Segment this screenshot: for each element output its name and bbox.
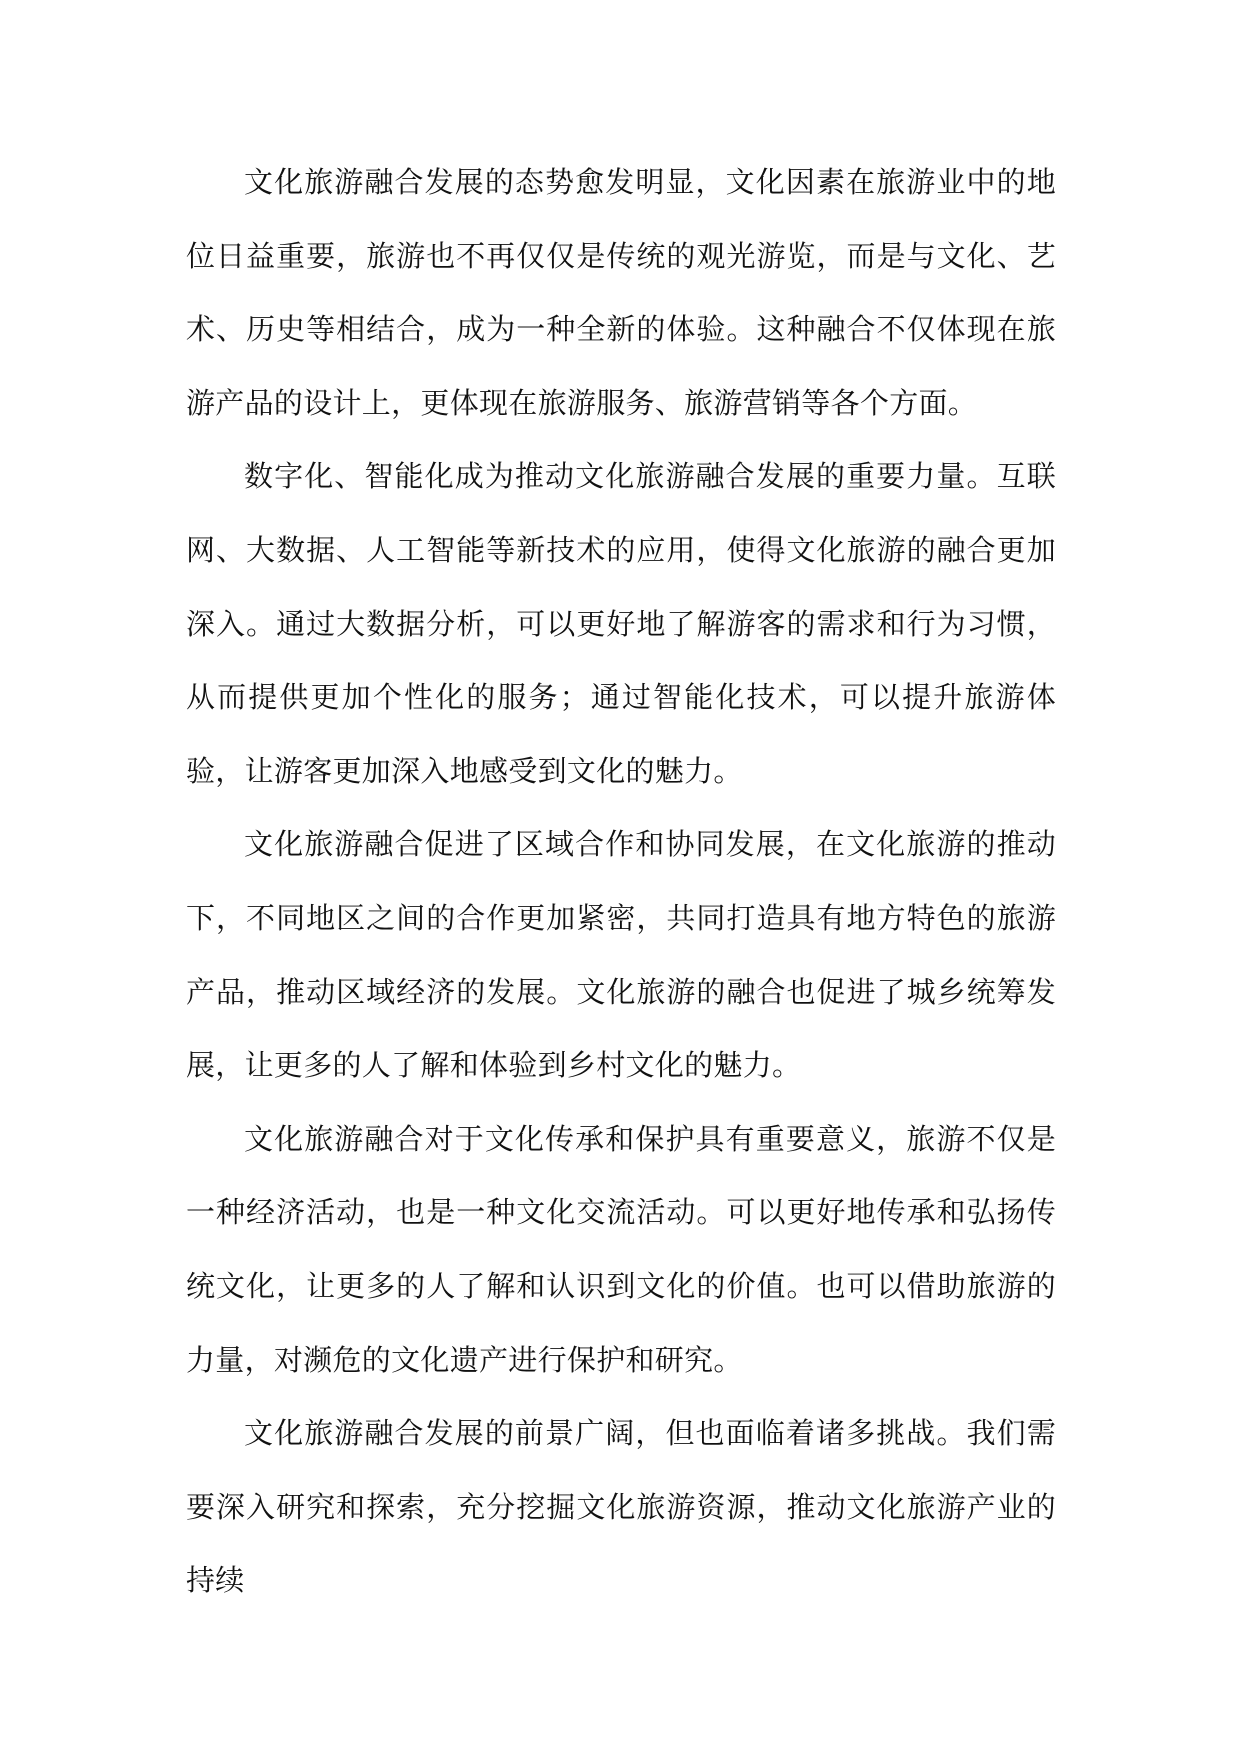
paragraph-1: 文化旅游融合发展的态势愈发明显，文化因素在旅游业中的地位日益重要，旅游也不再仅仅是传统的观光游览，而是与文化、艺术、历史等相结合，成为一种全新的体验。这种融合不仅体现在旅游产品的设计上，更体现在旅游服务、旅游营销等各个方面。 bbox=[186, 165, 1056, 420]
paragraph-3: 文化旅游融合促进了区域合作和协同发展，在文化旅游的推动下，不同地区之间的合作更加紧密，共同打造具有地方特色的旅游产品，推动区域经济的发展。文化旅游的融合也促进了城乡统筹发展，让更多的人了解和体验到乡村文化的魅力。 bbox=[186, 827, 1056, 1083]
document-body bbox=[186, 146, 1056, 1618]
paragraph-2: 数字化、智能化成为推动文化旅游融合发展的重要力量。互联网、大数据、人工智能等新技术的应用，使得文化旅游的融合更加深入。通过大数据分析，可以更好地了解游客的需求和行为习惯，从而提供更加个性化的服务；通过智能化技术，可以提升旅游体验，让游客更加深入地感受到文化的魅力。 bbox=[186, 459, 1056, 788]
paragraph-5: 文化旅游融合发展的前景广阔，但也面临着诸多挑战。我们需要深入研究和探索，充分挖掘文化旅游资源，推动文化旅游产业的持续 bbox=[186, 1416, 1056, 1598]
paragraph-4: 文化旅游融合对于文化传承和保护具有重要意义，旅游不仅是一种经济活动，也是一种文化交流活动。可以更好地传承和弘扬传统文化，让更多的人了解和认识到文化的价值。也可以借助旅游的力量，对濒危的文化遗产进行保护和研究。 bbox=[186, 1121, 1056, 1377]
